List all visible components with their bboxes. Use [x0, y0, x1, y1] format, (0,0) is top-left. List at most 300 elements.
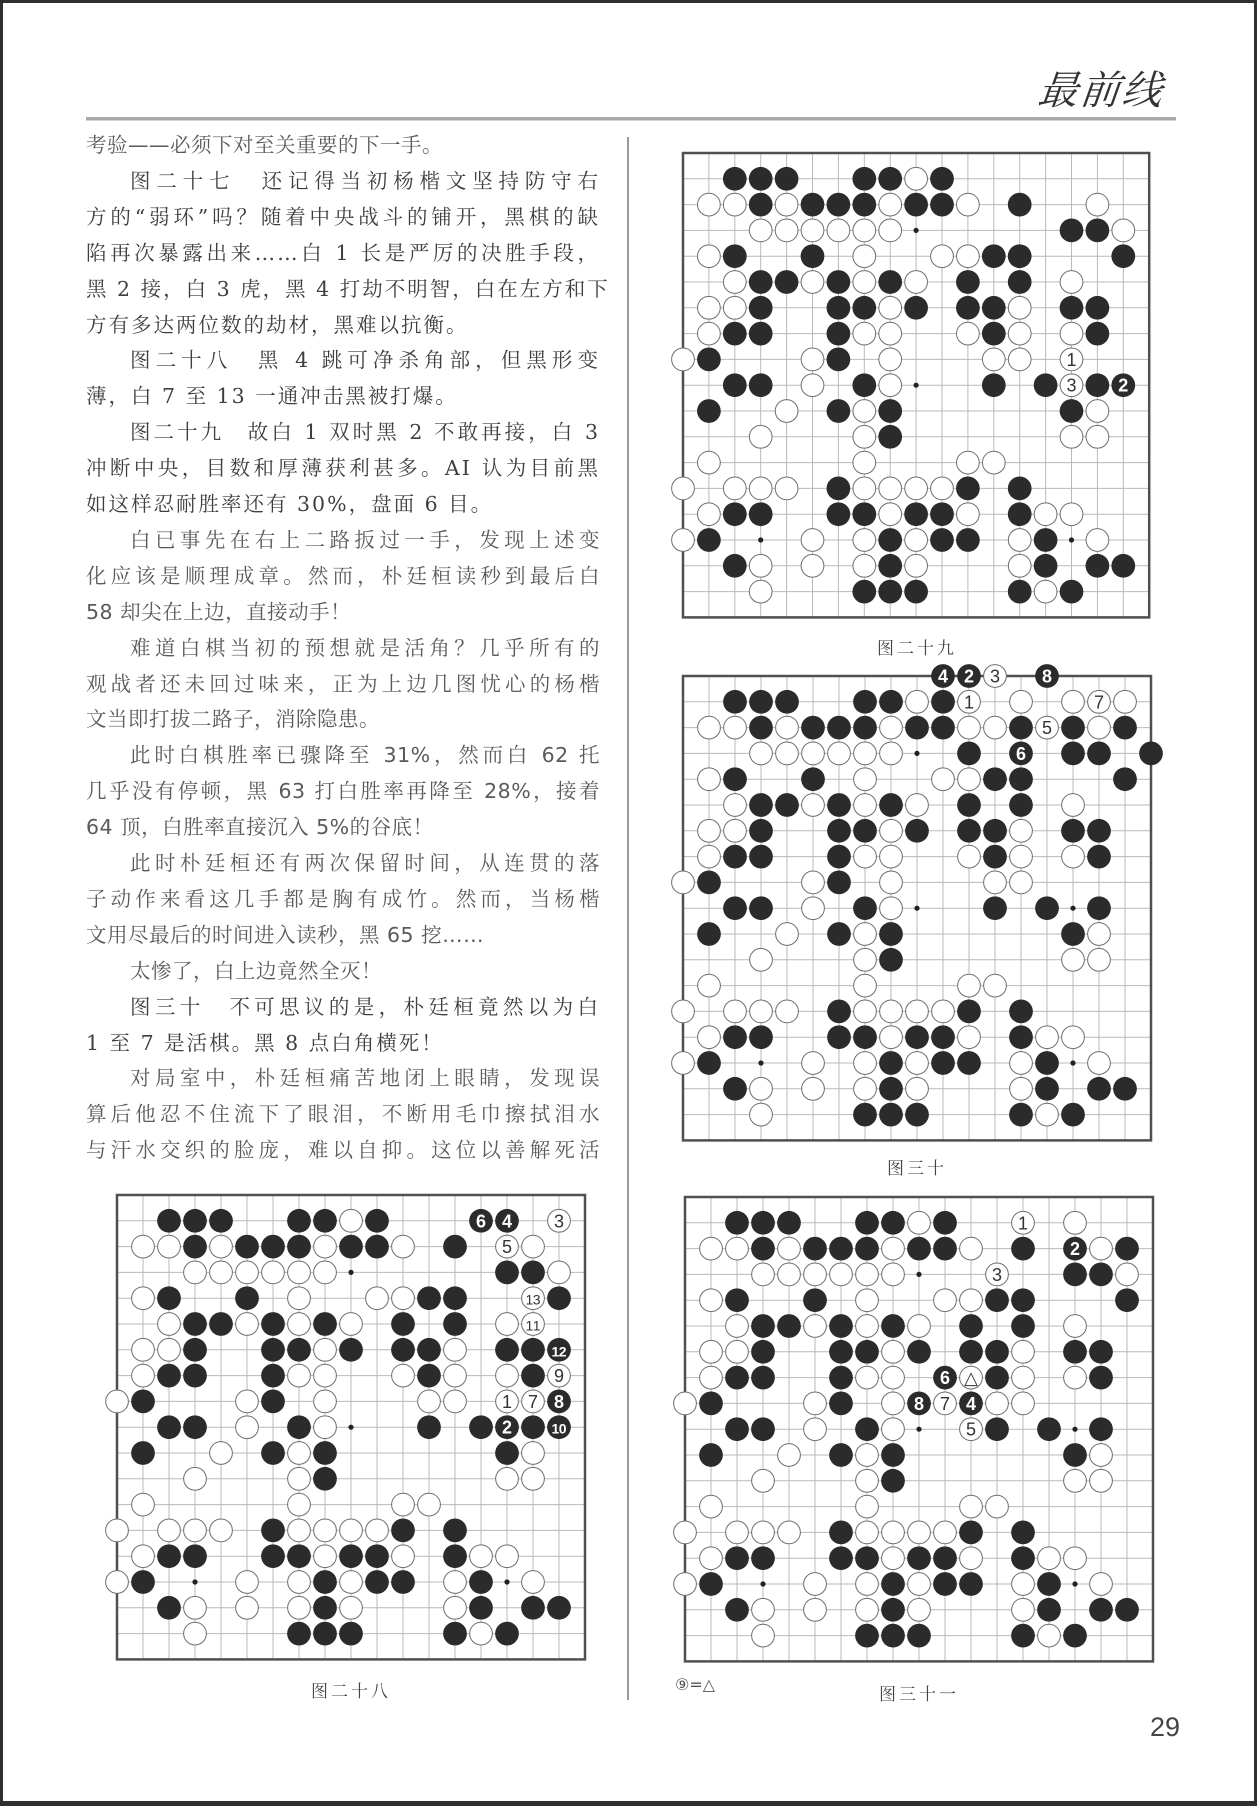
white-stone [158, 1313, 181, 1336]
white-stone [982, 348, 1005, 371]
black-stone [852, 167, 876, 191]
white-stone [984, 974, 1007, 997]
black-stone [313, 1441, 337, 1465]
white-stone [724, 819, 747, 842]
black-stone [1011, 1288, 1035, 1312]
black-stone [881, 1443, 905, 1467]
black-stone [982, 373, 1006, 397]
black-stone [391, 1312, 415, 1336]
text-line: 化应该是顺理成章。然而，朴廷桓读秒到最后白 [86, 563, 600, 588]
white-stone [1060, 322, 1083, 345]
white-stone [1088, 923, 1111, 946]
text-line: 冲断中央，目数和厚薄获利甚多。AI 认为目前黑 [86, 456, 600, 481]
move-number-label: 6 [939, 1368, 951, 1389]
white-stone [856, 1444, 879, 1467]
black-stone [933, 1237, 957, 1261]
white-stone [522, 1571, 545, 1594]
white-stone [984, 871, 1007, 894]
black-stone [725, 1417, 749, 1441]
black-stone [157, 1596, 181, 1620]
black-stone [1037, 1598, 1061, 1622]
white-stone [418, 1493, 441, 1516]
white-stone [184, 1519, 207, 1542]
black-stone [209, 1312, 233, 1336]
black-stone [521, 1338, 545, 1362]
white-stone [905, 477, 928, 500]
black-stone [956, 528, 980, 552]
black-stone [879, 948, 903, 972]
column-divider [627, 137, 629, 1700]
white-stone [880, 819, 903, 842]
white-stone [906, 690, 929, 713]
black-stone [931, 1051, 955, 1075]
black-stone [749, 373, 773, 397]
black-stone [1009, 1103, 1033, 1127]
white-stone [752, 1521, 775, 1544]
black-stone [777, 1314, 801, 1338]
white-stone [444, 1571, 467, 1594]
text-line: 对局室中，朴廷桓痛苦地闭上眼睛，发现误 [130, 1066, 600, 1091]
black-stone [183, 1544, 207, 1568]
black-stone [417, 1415, 441, 1439]
black-stone [699, 1392, 723, 1416]
black-stone [1063, 1340, 1087, 1364]
white-stone [882, 1366, 905, 1389]
white-stone [778, 1521, 801, 1544]
black-stone [1060, 296, 1084, 320]
white-stone [775, 219, 798, 242]
black-stone [1008, 244, 1032, 268]
black-stone [547, 1596, 571, 1620]
white-stone [1090, 1469, 1113, 1492]
header-title: 最前线 [1035, 68, 1167, 114]
black-stone [131, 1390, 155, 1414]
white-stone [802, 871, 825, 894]
star-point [916, 1272, 921, 1277]
white-stone [496, 1313, 519, 1336]
black-stone [749, 690, 773, 714]
white-stone [392, 1364, 415, 1387]
text-line: 薄，白 7 至 13 一通冲击黑被打爆。 [86, 384, 458, 409]
white-stone [314, 1545, 337, 1568]
black-stone [959, 1572, 983, 1596]
black-stone [853, 1025, 877, 1049]
black-stone [827, 477, 851, 501]
black-stone [723, 1025, 747, 1049]
star-point [1069, 537, 1074, 542]
white-stone [392, 1545, 415, 1568]
white-stone [672, 348, 695, 371]
white-stone [698, 716, 721, 739]
black-stone [1034, 373, 1058, 397]
black-stone [985, 1366, 1009, 1390]
white-stone [1008, 322, 1031, 345]
move-number-label: 7 [527, 1391, 539, 1412]
text-line: 图三十 不可思议的是，朴廷桓竟然以为白 [130, 994, 600, 1019]
black-stone [723, 322, 747, 346]
move-number-label: △ [964, 1368, 978, 1389]
white-stone [934, 1521, 957, 1544]
black-stone [1111, 244, 1135, 268]
black-stone [749, 819, 773, 843]
white-stone [288, 1364, 311, 1387]
white-stone [496, 1364, 519, 1387]
star-point [914, 751, 919, 756]
black-stone [1009, 793, 1033, 817]
white-stone [288, 1313, 311, 1336]
black-stone [1011, 1546, 1035, 1570]
white-stone [1036, 1103, 1059, 1126]
white-stone [1062, 948, 1085, 971]
white-stone [958, 716, 981, 739]
black-stone [261, 1519, 285, 1543]
black-stone [443, 1235, 467, 1259]
white-stone [804, 1573, 827, 1596]
white-stone [184, 1622, 207, 1645]
white-stone [854, 923, 877, 946]
white-stone [444, 1364, 467, 1387]
move-number-label: 3 [1066, 375, 1077, 396]
black-stone [723, 1077, 747, 1101]
black-stone [749, 167, 773, 191]
black-stone [1008, 193, 1032, 217]
caption-fig29: 图二十九 [877, 639, 957, 659]
white-stone [288, 1493, 311, 1516]
white-stone [314, 1235, 337, 1258]
black-stone [1086, 322, 1110, 346]
white-stone [724, 794, 747, 817]
white-stone [392, 1493, 415, 1516]
white-stone [879, 193, 902, 216]
white-stone [158, 1338, 181, 1361]
black-stone [777, 1211, 801, 1235]
white-stone [1008, 529, 1031, 552]
text-line: 此时白棋胜率已骤降至 31%，然而白 62 托 [130, 743, 600, 768]
black-stone [339, 1235, 363, 1259]
white-stone [723, 193, 746, 216]
board-svg [117, 1195, 585, 1659]
board-svg [685, 1197, 1153, 1661]
move-number-label: 2 [963, 666, 975, 687]
white-stone [804, 1418, 827, 1441]
black-stone [209, 1209, 233, 1233]
star-point [504, 1579, 509, 1584]
move-number-label: 5 [1041, 718, 1053, 739]
black-stone [339, 1338, 363, 1362]
black-stone [827, 1025, 851, 1049]
move-number-label: 1 [963, 692, 975, 713]
white-stone [1060, 425, 1083, 448]
move-number-label: 2 [1118, 375, 1129, 396]
black-stone [957, 1000, 981, 1024]
white-stone [1010, 871, 1033, 894]
black-stone [982, 244, 1006, 268]
white-stone [856, 1289, 879, 1312]
white-stone [749, 219, 772, 242]
white-stone [776, 923, 799, 946]
black-stone [261, 1390, 285, 1414]
star-point [192, 1579, 197, 1584]
white-stone [854, 845, 877, 868]
white-stone [1008, 348, 1031, 371]
black-stone [827, 270, 851, 294]
white-stone [750, 948, 773, 971]
star-point [1072, 1581, 1077, 1586]
move-note: ⑨=△ [675, 1675, 716, 1694]
black-stone [1008, 502, 1032, 526]
black-stone [931, 690, 955, 714]
black-stone [957, 793, 981, 817]
black-stone [749, 193, 773, 217]
text-line: 58 却尖在上边，直接动手！ [86, 599, 352, 624]
white-stone [700, 1340, 723, 1363]
black-stone [879, 1103, 903, 1127]
white-stone [906, 1077, 929, 1100]
black-stone [183, 1415, 207, 1439]
white-stone [1010, 690, 1033, 713]
white-stone [1064, 1547, 1087, 1570]
black-stone [313, 1209, 337, 1233]
white-stone [672, 1052, 695, 1075]
move-number-label: 2 [501, 1417, 513, 1438]
black-stone [521, 1415, 545, 1439]
white-stone [801, 219, 824, 242]
text-line: 如这样忍耐胜率还有 30%，盘面 6 目。 [86, 492, 494, 516]
black-stone [878, 425, 902, 449]
star-point [348, 1270, 353, 1275]
white-stone [957, 451, 980, 474]
white-stone [698, 1026, 721, 1049]
white-stone [700, 1366, 723, 1389]
white-stone [674, 1521, 697, 1544]
white-stone [853, 529, 876, 552]
move-number-label: 8 [553, 1391, 565, 1412]
white-stone [236, 1571, 259, 1594]
white-stone [853, 271, 876, 294]
black-stone [235, 1235, 259, 1259]
white-stone [853, 322, 876, 345]
black-stone [131, 1441, 155, 1465]
black-stone [1060, 399, 1084, 423]
black-stone [933, 1546, 957, 1570]
white-stone [853, 425, 876, 448]
white-stone [470, 1622, 493, 1645]
move-number-label: 7 [939, 1393, 951, 1414]
white-stone [982, 451, 1005, 474]
black-stone [547, 1286, 571, 1310]
white-stone [804, 1263, 827, 1286]
black-stone [1060, 580, 1084, 604]
black-stone [956, 270, 980, 294]
black-stone [1063, 1624, 1087, 1648]
black-stone [725, 1366, 749, 1390]
black-stone [697, 399, 721, 423]
black-stone [723, 244, 747, 268]
black-stone [1008, 477, 1032, 501]
white-stone [522, 1467, 545, 1490]
black-stone [1089, 1366, 1113, 1390]
white-stone [288, 1287, 311, 1310]
white-stone [1090, 1237, 1113, 1260]
white-stone [158, 1235, 181, 1258]
white-stone [905, 271, 928, 294]
black-stone [157, 1364, 181, 1388]
caption-fig30: 图三十 [887, 1159, 947, 1179]
text-line: 1 至 7 是活棋。黑 8 点白角横死！ [86, 1030, 444, 1055]
black-stone [157, 1286, 181, 1310]
star-point [1070, 1060, 1075, 1065]
white-stone [698, 193, 721, 216]
black-stone [930, 167, 954, 191]
white-stone [880, 897, 903, 920]
black-stone [803, 1288, 827, 1312]
black-stone [725, 1598, 749, 1622]
white-stone [210, 1235, 233, 1258]
black-stone [339, 1544, 363, 1568]
black-stone [1061, 1103, 1085, 1127]
white-stone [366, 1287, 389, 1310]
black-stone [930, 502, 954, 526]
white-stone [496, 1467, 519, 1490]
black-stone [697, 1051, 721, 1075]
black-stone [751, 1366, 775, 1390]
white-stone [698, 974, 721, 997]
white-stone [879, 296, 902, 319]
black-stone [1063, 1263, 1087, 1287]
white-stone [752, 1598, 775, 1621]
black-stone [287, 1338, 311, 1362]
black-stone [391, 1338, 415, 1362]
move-number-label: 3 [553, 1211, 565, 1232]
black-stone [287, 1209, 311, 1233]
star-point [1072, 1427, 1077, 1432]
black-stone [855, 1417, 879, 1441]
white-stone [853, 451, 876, 474]
white-stone [854, 794, 877, 817]
white-stone [804, 1315, 827, 1338]
black-stone [723, 767, 747, 791]
move-number-label: 5 [501, 1237, 513, 1258]
white-stone [1010, 1077, 1033, 1100]
black-stone [829, 1521, 853, 1545]
black-stone [879, 922, 903, 946]
white-stone [1064, 1366, 1087, 1389]
go-board-fig31 [685, 1197, 1153, 1661]
white-stone [106, 1390, 129, 1413]
white-stone [236, 1390, 259, 1413]
black-stone [959, 1521, 983, 1545]
black-stone [287, 1415, 311, 1439]
white-stone [854, 768, 877, 791]
black-stone [261, 1441, 285, 1465]
white-stone [1038, 1624, 1061, 1647]
black-stone [1113, 716, 1137, 740]
move-number-label: 13 [525, 1291, 541, 1308]
black-stone [853, 716, 877, 740]
white-stone [1086, 193, 1109, 216]
board-svg [683, 666, 1151, 1140]
white-stone [288, 1519, 311, 1542]
white-stone [698, 451, 721, 474]
white-stone [801, 271, 824, 294]
white-stone [522, 1235, 545, 1258]
text-line: 白已事先在右上二路扳过一手，发现上述变 [130, 527, 600, 552]
white-stone [288, 1467, 311, 1490]
white-stone [908, 1573, 931, 1596]
white-stone [236, 1596, 259, 1619]
white-stone [853, 245, 876, 268]
black-stone [853, 896, 877, 920]
white-stone [698, 503, 721, 526]
text-line: 算后他忍不住流下了眼泪，不断用毛巾擦拭泪水 [86, 1102, 600, 1127]
black-stone [956, 296, 980, 320]
text-line: 黑 2 接，白 3 虎，黑 4 打劫不明智，白在左方和下 [86, 276, 610, 301]
white-stone [698, 296, 721, 319]
white-stone [1090, 1573, 1113, 1596]
black-stone [982, 322, 1006, 346]
white-stone [908, 1521, 931, 1544]
white-stone [749, 477, 772, 500]
black-stone [829, 1546, 853, 1570]
white-stone [856, 1495, 879, 1518]
white-stone [1086, 425, 1109, 448]
text-line: 图二十八 黑 4 跳可净杀角部，但黑形变 [130, 348, 600, 373]
black-stone [957, 819, 981, 843]
black-stone [1113, 1077, 1137, 1101]
black-stone [827, 871, 851, 895]
black-stone [878, 399, 902, 423]
text-line: 考验——必须下对至关重要的下一手。 [86, 133, 443, 157]
black-stone [1009, 1000, 1033, 1024]
white-stone [880, 845, 903, 868]
white-stone [752, 1469, 775, 1492]
black-stone [1087, 742, 1111, 766]
white-stone [132, 1545, 155, 1568]
black-stone [907, 1237, 931, 1261]
black-stone [801, 716, 825, 740]
black-stone [391, 1519, 415, 1543]
black-stone [183, 1364, 207, 1388]
black-stone [749, 716, 773, 740]
white-stone [1012, 1573, 1035, 1596]
black-stone [985, 1340, 1009, 1364]
white-stone [1012, 1598, 1035, 1621]
white-stone [958, 1026, 981, 1049]
black-stone [855, 1340, 879, 1364]
white-stone [392, 1235, 415, 1258]
black-stone [495, 1338, 519, 1362]
white-stone [882, 1418, 905, 1441]
black-stone [313, 1570, 337, 1594]
white-stone [879, 348, 902, 371]
white-stone [340, 1571, 363, 1594]
white-stone [853, 477, 876, 500]
white-stone [1088, 948, 1111, 971]
white-stone [672, 477, 695, 500]
black-stone [1060, 219, 1084, 243]
black-stone [723, 167, 747, 191]
white-stone [984, 716, 1007, 739]
black-stone [907, 1624, 931, 1648]
black-stone [933, 1572, 957, 1596]
white-stone [444, 1390, 467, 1413]
black-stone [495, 1441, 519, 1465]
text-line: 几乎没有停顿，黑 63 打白胜率再降至 28%，接着 [86, 779, 600, 804]
black-stone [521, 1261, 545, 1285]
white-stone [776, 1000, 799, 1023]
black-stone [904, 193, 928, 217]
white-stone [856, 1315, 879, 1338]
